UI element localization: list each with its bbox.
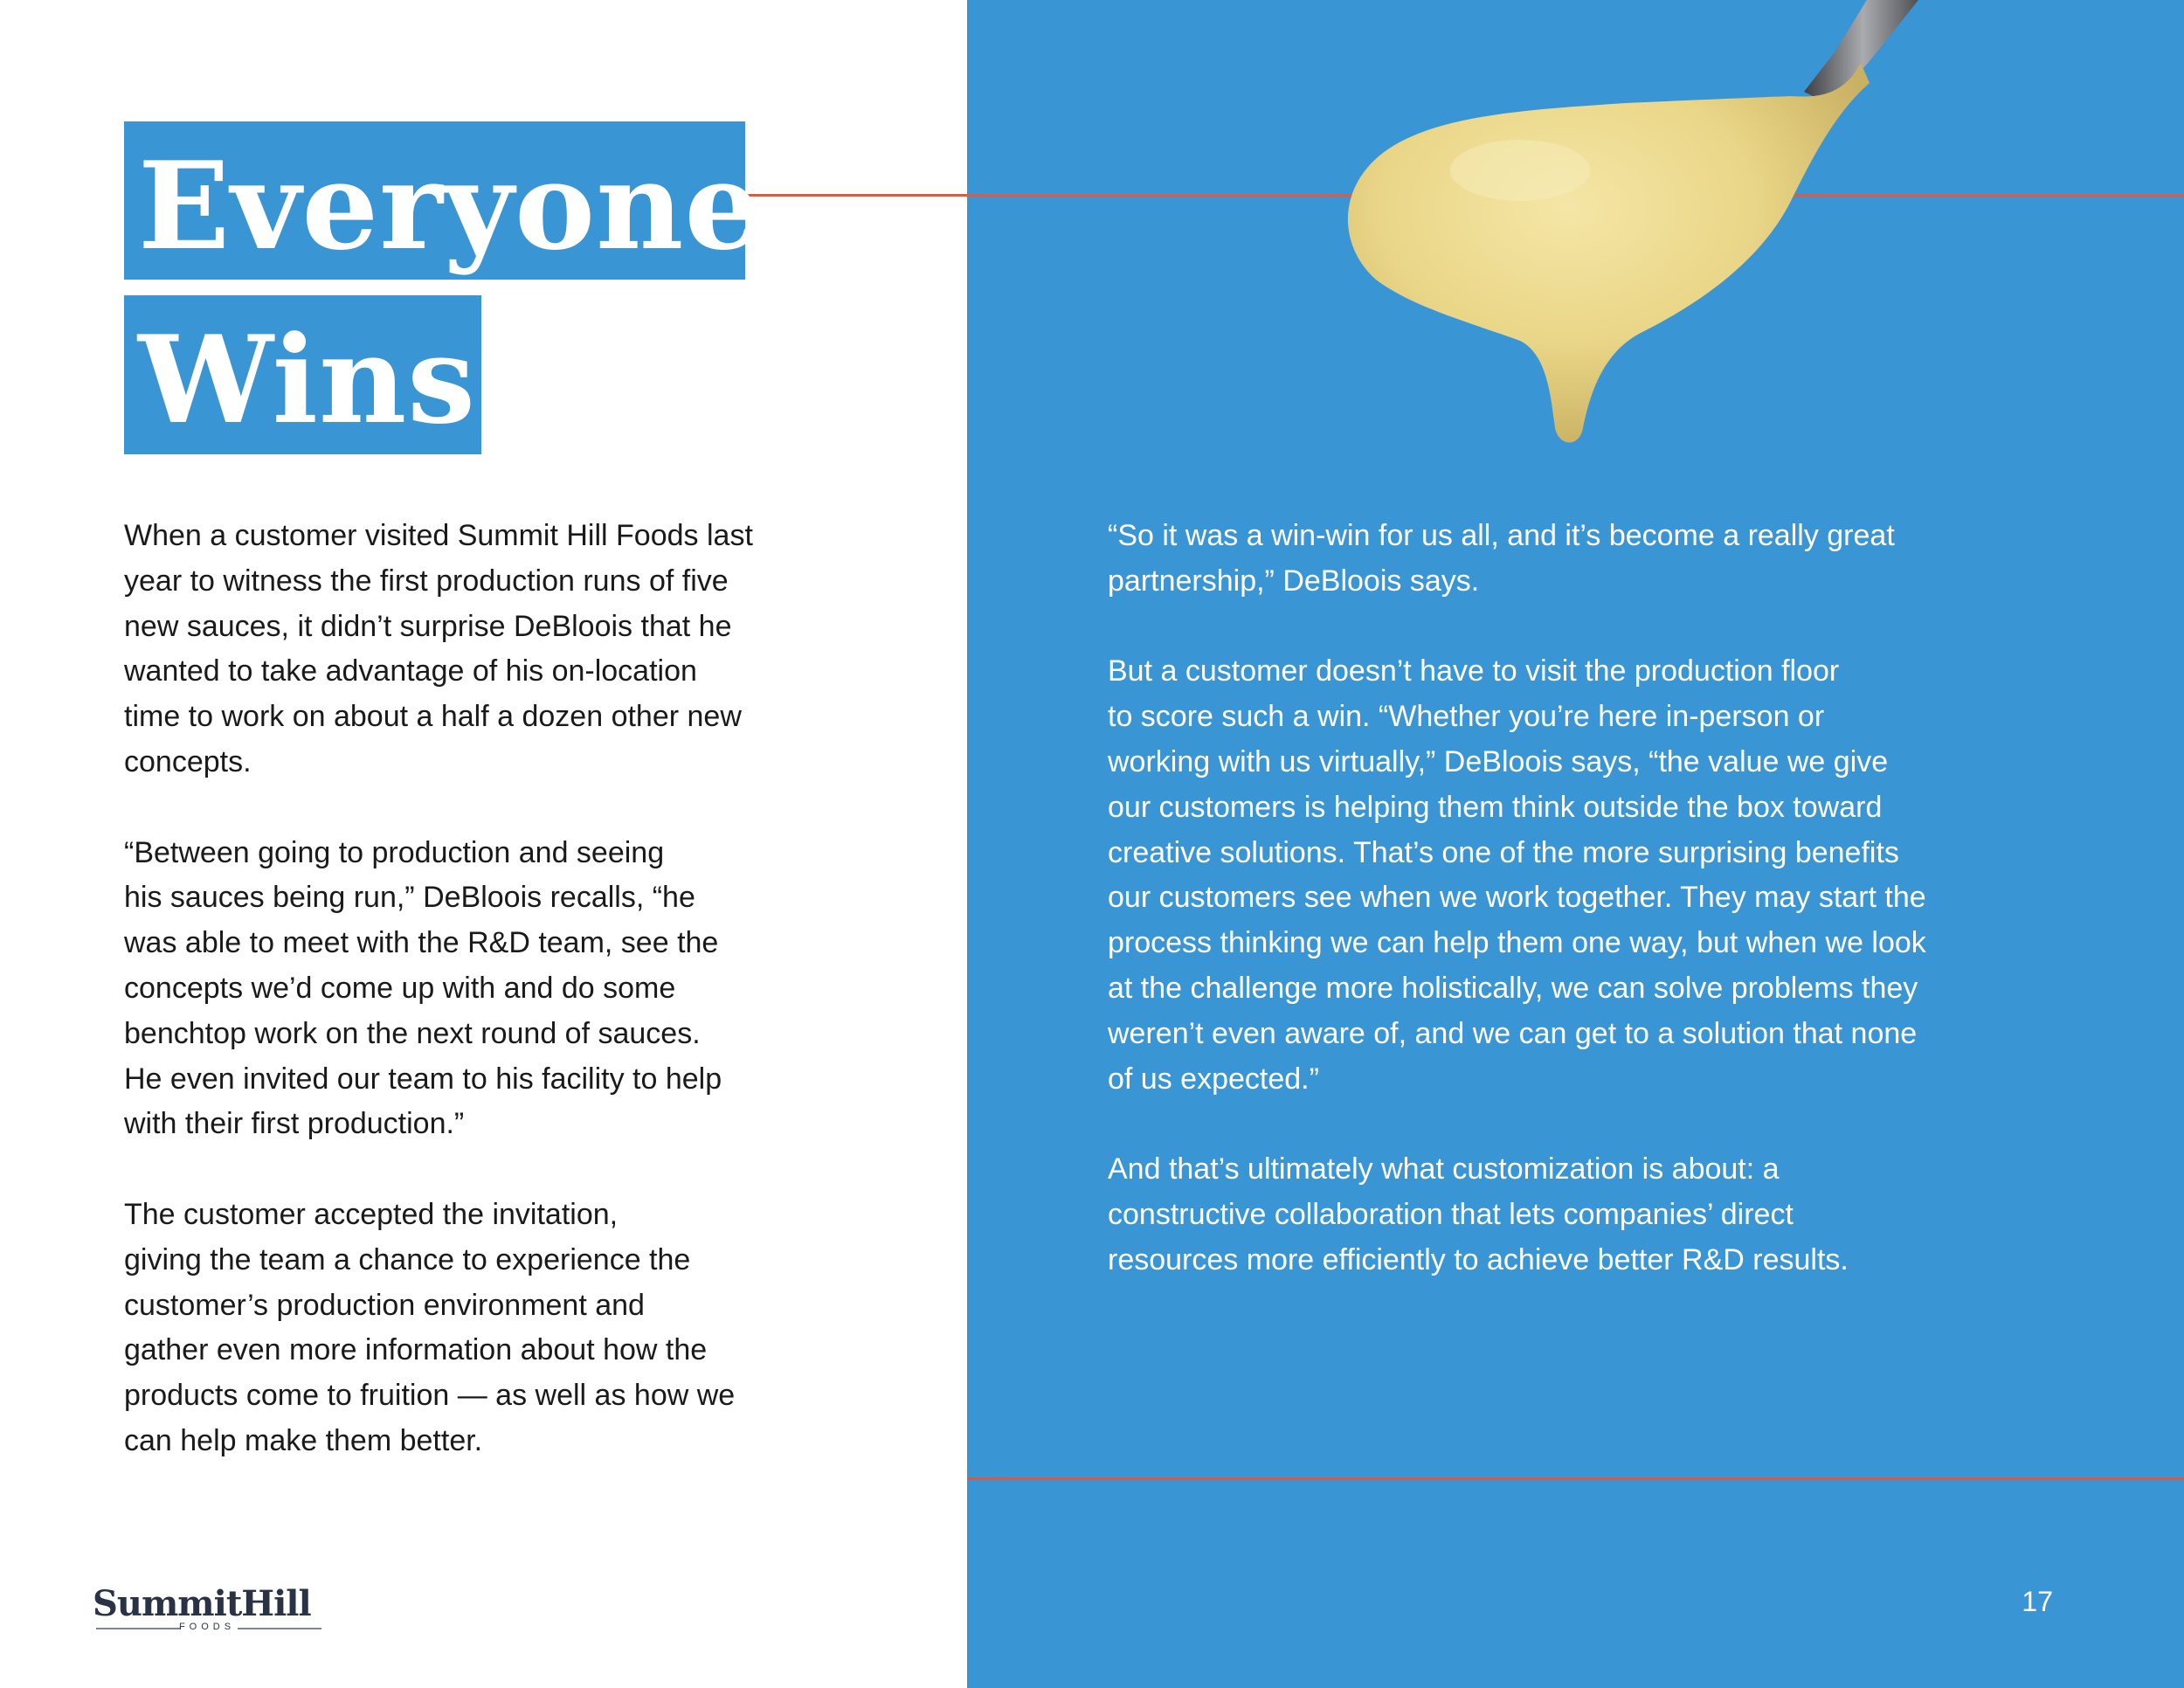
spoon-with-sauce-image: [1258, 0, 2009, 454]
paragraph: When a customer visited Summit Hill Foods last year to witness the first production runs of five new sauces, it didn’t surprise DeBloois that he wanted to take advantage of his on-location time to work on about a half a dozen other new concepts.: [124, 519, 753, 778]
title-line-2-box: [124, 295, 481, 454]
logo-rule-right: [238, 1628, 321, 1629]
left-column-text: [124, 514, 849, 1464]
right-column-text: [1108, 514, 2095, 1283]
summit-hill-logo: [93, 1583, 328, 1637]
paragraph: “Between going to production and seeing his sauces being run,” DeBloois recalls, “he was able to meet with the R&D team, see the concepts we’d come up with and do some benchtop work on the next round of sauces. He even invited our team to his facility to help with their first production.”: [124, 835, 722, 1141]
paragraph: But a customer doesn’t have to visit the production floor to score such a win. “Whether you’re here in-person or working with us virtually,” DeBloois says, “the value we give our customers is helping them think outside the box toward creative solutions. That’s one of the more surprising benefits our customers see when we work together. They may start the process thinking we can help them one way, but when we look at the challenge more holistically, we can solve problems they weren’t even aware of, and we can get to a solution that none of us expected.”: [1108, 654, 1926, 1096]
paragraph: And that’s ultimately what customization is about: a constructive collaboration that lets companies’ direct resources more efficiently to achieve better R&D results.: [1108, 1152, 1849, 1276]
accent-rule-bottom: [967, 1477, 2184, 1480]
logo-subtitle: FOODS: [178, 1622, 236, 1632]
title-line-1-box: [124, 121, 763, 280]
title-line-2: Wins: [138, 308, 477, 451]
page-number: 17: [2022, 1586, 2053, 1617]
logo-wordmark: SummitHill: [93, 1583, 311, 1624]
paragraph: The customer accepted the invitation, giving the team a chance to experience the customer’s production environment and gather even more information about how the products come to fruition — as well as how we can help make them better.: [124, 1197, 736, 1457]
paragraph: “So it was a win-win for us all, and it’s become a really great partnership,” DeBloois says.: [1108, 519, 1895, 598]
title-line-1: Everyone: [138, 135, 763, 277]
